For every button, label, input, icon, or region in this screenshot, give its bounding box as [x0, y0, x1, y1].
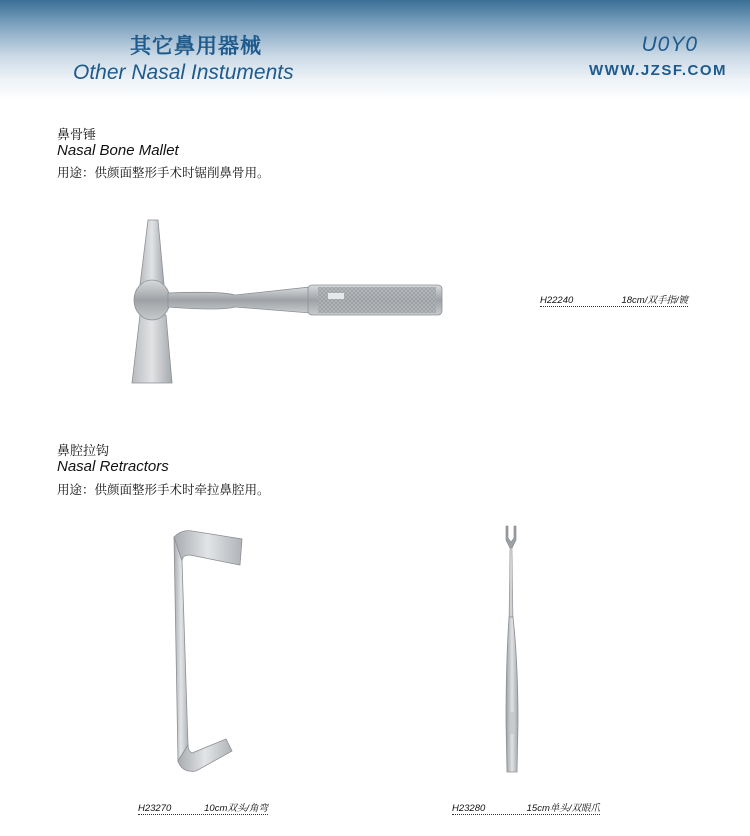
double-end-retractor-image: [152, 525, 252, 777]
nasal-bone-mallet-image: [120, 215, 455, 390]
product-spec: 10cm双头/角弯: [204, 803, 268, 814]
section-usage: 用途：供颜面整形手术时牵拉鼻腔用。: [57, 482, 270, 497]
product-label: [452, 800, 600, 815]
product-code: H23270: [138, 803, 172, 814]
page-title-en: Other Nasal Instuments: [73, 61, 294, 84]
section-title-en: Nasal Retractors: [57, 458, 169, 475]
product-code: H23280: [452, 803, 486, 814]
product-label: [138, 800, 268, 815]
header-banner: [0, 0, 750, 100]
section-title-cn: 鼻骨锤: [57, 128, 97, 143]
catalog-code: U0Y0: [641, 33, 698, 56]
product-code: H22240: [540, 295, 574, 306]
website-link[interactable]: WWW.JZSF.COM: [589, 62, 727, 79]
product-spec: 18cm/双手指/镀: [621, 295, 688, 306]
product-spec: 15cm单头/双眼爪: [526, 803, 600, 814]
section-usage: 用途：供颜面整形手术时锯削鼻骨用。: [57, 165, 270, 180]
section-title-en: Nasal Bone Mallet: [57, 142, 179, 159]
single-end-retractor-image: [496, 522, 532, 778]
product-label: [540, 292, 688, 307]
page-title-cn: 其它鼻用器械: [130, 34, 262, 58]
section-title-cn: 鼻腔拉钩: [57, 444, 110, 459]
